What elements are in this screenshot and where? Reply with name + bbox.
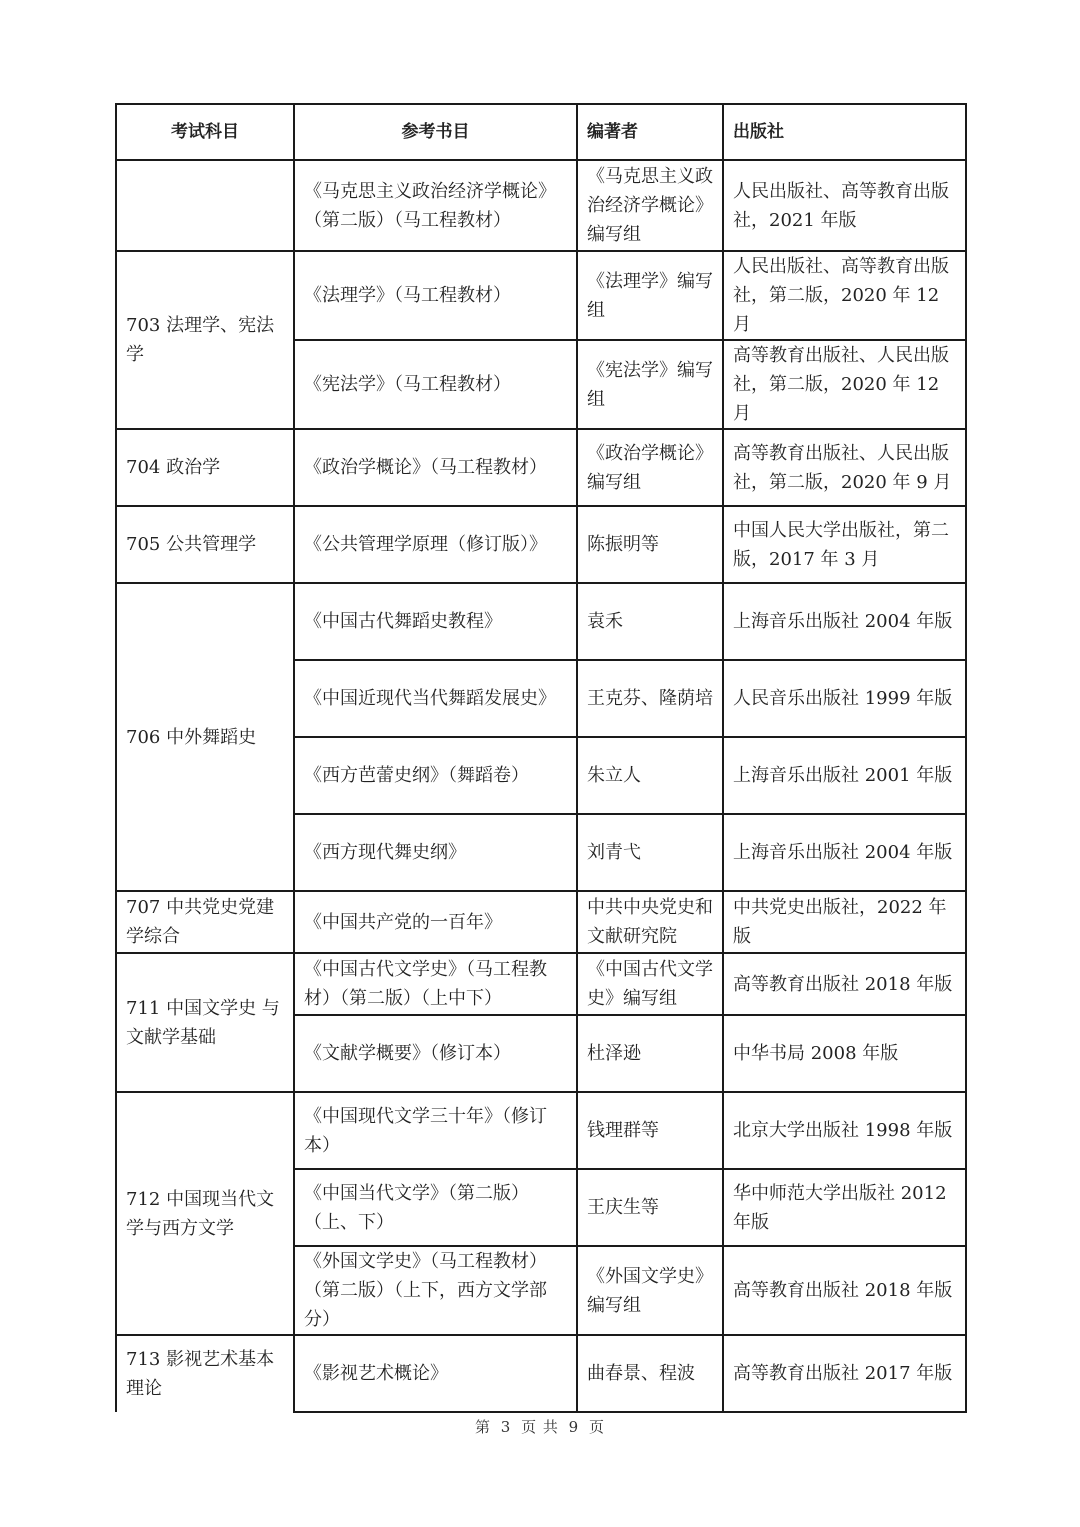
header-publisher: 出版社 <box>723 104 966 160</box>
table-row <box>116 1092 966 1169</box>
publisher-cell: 上海音乐出版社 2004 年版 <box>723 583 966 660</box>
table-row <box>116 160 966 251</box>
subject-cell <box>116 160 294 251</box>
header-book: 参考书目 <box>294 104 577 160</box>
book-cell: 《文献学概要》（修订本） <box>294 1015 577 1092</box>
author-cell: 《马克思主义政治经济学概论》编写组 <box>577 160 723 251</box>
table-row <box>116 251 966 340</box>
publisher-cell: 高等教育出版社 2018 年版 <box>723 1246 966 1335</box>
author-cell: 曲春景、程波 <box>577 1335 723 1412</box>
publisher-cell: 人民出版社、高等教育出版社，2021 年版 <box>723 160 966 251</box>
author-cell: 刘青弋 <box>577 814 723 891</box>
subject-cell: 706 中外舞蹈史 <box>116 583 294 891</box>
book-cell: 《中国共产党的一百年》 <box>294 891 577 953</box>
book-cell: 《西方芭蕾史纲》（舞蹈卷） <box>294 737 577 814</box>
publisher-cell: 中国人民大学出版社，第二版，2017 年 3 月 <box>723 506 966 583</box>
book-cell: 《法理学》（马工程教材） <box>294 251 577 340</box>
book-cell: 《中国近现代当代舞蹈发展史》 <box>294 660 577 737</box>
publisher-cell: 人民出版社、高等教育出版社，第二版，2020 年 12 月 <box>723 251 966 340</box>
book-cell: 《宪法学》（马工程教材） <box>294 340 577 429</box>
publisher-cell: 高等教育出版社 2018 年版 <box>723 953 966 1015</box>
publisher-cell: 北京大学出版社 1998 年版 <box>723 1092 966 1169</box>
author-cell: 袁禾 <box>577 583 723 660</box>
book-cell: 《政治学概论》（马工程教材） <box>294 429 577 506</box>
publisher-cell: 中华书局 2008 年版 <box>723 1015 966 1092</box>
book-cell: 《西方现代舞史纲》 <box>294 814 577 891</box>
publisher-cell: 高等教育出版社、人民出版社，第二版，2020 年 9 月 <box>723 429 966 506</box>
footer-total-pages: 9 <box>568 1418 580 1436</box>
author-cell: 王庆生等 <box>577 1169 723 1246</box>
table-row <box>116 953 966 1015</box>
book-cell: 《中国当代文学》（第二版）（上、下） <box>294 1169 577 1246</box>
author-cell: 《政治学概论》编写组 <box>577 429 723 506</box>
book-cell: 《中国古代舞蹈史教程》 <box>294 583 577 660</box>
subject-cell: 703 法理学、宪法学 <box>116 251 294 429</box>
book-cell: 《马克思主义政治经济学概论》（第二版）（马工程教材） <box>294 160 577 251</box>
book-cell: 《影视艺术概论》 <box>294 1335 577 1412</box>
reference-books-table <box>115 103 967 1413</box>
header-author: 编著者 <box>577 104 723 160</box>
footer-suffix: 页 <box>589 1418 606 1436</box>
author-cell: 陈振明等 <box>577 506 723 583</box>
table-row <box>116 506 966 583</box>
author-cell: 中共中央党史和文献研究院 <box>577 891 723 953</box>
table-header-row <box>116 104 966 160</box>
subject-cell: 704 政治学 <box>116 429 294 506</box>
author-cell: 《法理学》编写组 <box>577 251 723 340</box>
page-footer <box>0 1416 1080 1437</box>
subject-cell: 712 中国现当代文学与西方文学 <box>116 1092 294 1335</box>
footer-prefix: 第 <box>474 1418 491 1436</box>
author-cell: 王克芬、隆荫培 <box>577 660 723 737</box>
author-cell: 《外国文学史》编写组 <box>577 1246 723 1335</box>
table-row <box>116 429 966 506</box>
publisher-cell: 高等教育出版社、人民出版社，第二版，2020 年 12 月 <box>723 340 966 429</box>
author-cell: 钱理群等 <box>577 1092 723 1169</box>
table-row <box>116 583 966 660</box>
publisher-cell: 高等教育出版社 2017 年版 <box>723 1335 966 1412</box>
book-cell: 《公共管理学原理（修订版）》 <box>294 506 577 583</box>
author-cell: 朱立人 <box>577 737 723 814</box>
header-subject: 考试科目 <box>116 104 294 160</box>
publisher-cell: 人民音乐出版社 1999 年版 <box>723 660 966 737</box>
author-cell: 《中国古代文学史》编写组 <box>577 953 723 1015</box>
book-cell: 《中国现代文学三十年》（修订本） <box>294 1092 577 1169</box>
subject-cell: 707 中共党史党建学综合 <box>116 891 294 953</box>
book-cell: 《中国古代文学史》（马工程教材）（第二版）（上中下） <box>294 953 577 1015</box>
author-cell: 《宪法学》编写组 <box>577 340 723 429</box>
subject-cell: 705 公共管理学 <box>116 506 294 583</box>
publisher-cell: 上海音乐出版社 2004 年版 <box>723 814 966 891</box>
publisher-cell: 中共党史出版社，2022 年版 <box>723 891 966 953</box>
footer-middle: 页 共 <box>521 1418 559 1436</box>
subject-cell: 713 影视艺术基本理论 <box>116 1335 294 1412</box>
subject-cell: 711 中国文学史 与文献学基础 <box>116 953 294 1092</box>
footer-current-page: 3 <box>500 1418 512 1436</box>
book-cell: 《外国文学史》（马工程教材）（第二版）（上下，西方文学部分） <box>294 1246 577 1335</box>
table-row <box>116 1335 966 1412</box>
publisher-cell: 华中师范大学出版社 2012 年版 <box>723 1169 966 1246</box>
table-row <box>116 891 966 953</box>
author-cell: 杜泽逊 <box>577 1015 723 1092</box>
publisher-cell: 上海音乐出版社 2001 年版 <box>723 737 966 814</box>
